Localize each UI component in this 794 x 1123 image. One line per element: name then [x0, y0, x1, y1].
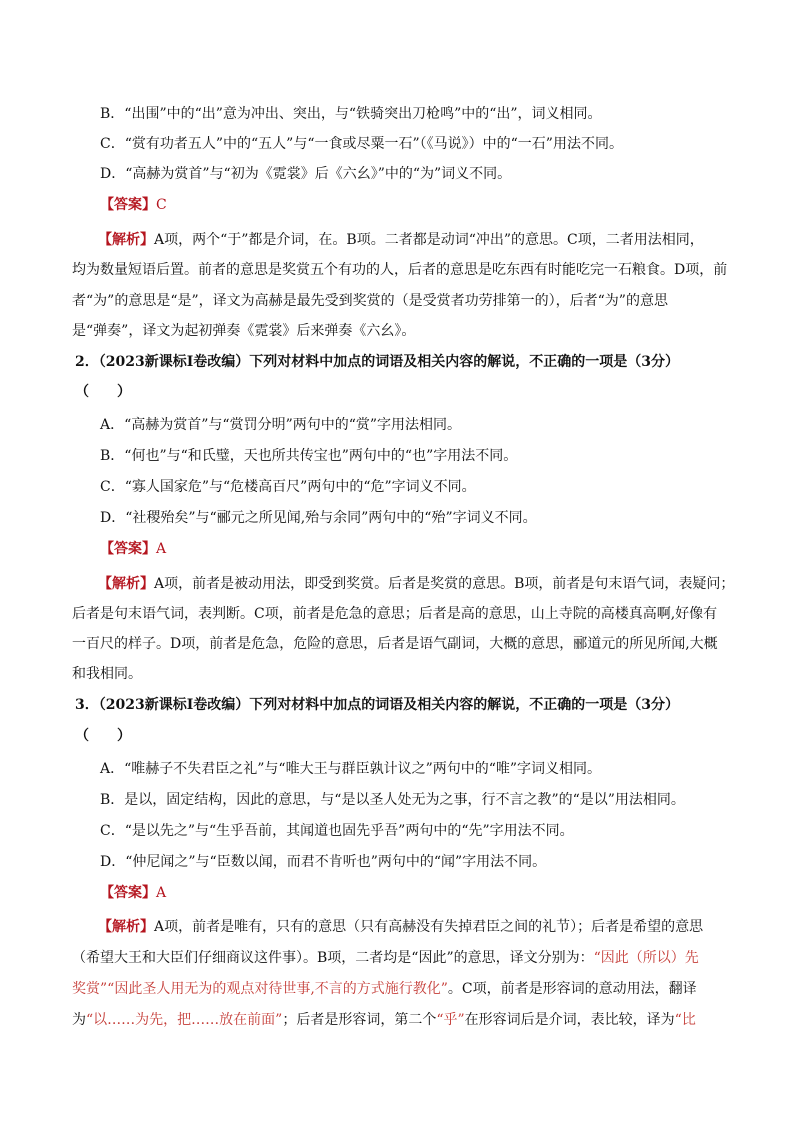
q3-stem: 3．（2023新课标Ⅰ卷改编）下列对材料中加点的词语及相关内容的解说，不正确的一项是（3分）: [75, 697, 679, 713]
q2-option-d: D．“社稷殆矣”与“郦元之所见闻,殆与余同”两句中的“殆”字词义不同。: [100, 510, 537, 526]
analysis-text: A项，前者是被动用法，即受到奖赏。后者是奖赏的意思。B项，前者是句末语气词，表疑问；: [154, 576, 735, 592]
translation-highlight: “比: [674, 1012, 696, 1028]
analysis-text: （希望大王和大臣们仔细商议这件事）。B项，二者均是“因此”的意思，译文分别为：: [72, 950, 594, 966]
q3-paren: （ ）: [75, 728, 131, 744]
translation-highlight: 奖赏”“因此圣人用无为的观点对待世事,不言的方式施行教化”: [72, 981, 448, 997]
analysis-label: 【解析】: [98, 232, 154, 248]
analysis-text: 为: [72, 1012, 86, 1028]
analysis-text: ；后者是形容词，第二个: [282, 1012, 437, 1028]
q3-analysis-line-2: [72, 948, 699, 968]
q3-option-d: D．“仲尼闻之”与“臣数以闻，而君不肯听也”两句中的“闻”字用法不同。: [100, 854, 547, 870]
q2-analysis-line-2: 后者是句末语气词，表判断。C项，前者是危急的意思；后者是高的意思，山上寺院的高楼真高啊,好像有: [72, 606, 718, 622]
q2-analysis-line-3: 一百尺的样子。D项，前者是危急，危险的意思，后者是语气副词，大概的意思，郦道元的所见所闻,大概: [72, 636, 718, 652]
q1-analysis-line-3: 者“为”的意思是“是”，译文为高赫是最先受到奖赏的（是受赏者功劳排第一的），后者“为”的意思: [72, 293, 668, 309]
q1-option-d: D．“高赫为赏首”与“初为《霓裳》后《六幺》”中的“为”词义不同。: [100, 166, 512, 182]
answer-label: 【答案】: [100, 541, 156, 557]
q3-analysis-line-4: [72, 1010, 696, 1030]
translation-highlight: “以……为先，把……放在前面”: [86, 1012, 283, 1028]
q2-answer: [100, 539, 166, 559]
translation-highlight: “乎”: [436, 1012, 465, 1028]
analysis-label: 【解析】: [98, 919, 154, 935]
analysis-text: 。C项，前者是形容词的意动用法，翻译: [447, 981, 697, 997]
analysis-text: 在形容词后是介词，表比较，译为: [464, 1012, 675, 1028]
q2-analysis-line-4: 和我相同。: [72, 666, 142, 682]
answer-value: C: [156, 197, 167, 213]
translation-highlight: “因此（所以）先: [593, 950, 699, 966]
answer-label: 【答案】: [100, 197, 156, 213]
q3-analysis-line-3: [72, 979, 697, 999]
q2-paren: （ ）: [75, 384, 131, 400]
q1-option-b: B．“出围”中的“出”意为冲出、突出，与“铁骑突出刀枪鸣”中的“出”，词义相同。: [100, 106, 602, 122]
q1-analysis-line-4: 是“弹奏”，译文为起初弹奏《霓裳》后来弹奏《六幺》。: [72, 323, 416, 339]
q1-analysis-line-2: 均为数量短语后置。前者的意思是奖赏五个有功的人，后者的意思是吃东西有时能吃完一石粮食。D项，前: [72, 262, 728, 278]
q1-option-c: C．“赏有功者五人”中的“五人”与“一食或尽粟一石”（《马说》）中的“一石”用法不同。: [100, 136, 623, 152]
q2-option-a: A．“高赫为赏首”与“赏罚分明”两句中的“赏”字用法相同。: [100, 417, 462, 433]
q1-answer: [100, 195, 167, 215]
answer-value: A: [156, 541, 167, 557]
analysis-text: A项，前者是唯有，只有的意思（只有高赫没有失掉君臣之间的礼节）；后者是希望的意思: [154, 919, 704, 935]
q2-option-b: B．“何也”与“和氏璧，天也所共传宝也”两句中的“也”字用法不同。: [100, 448, 518, 464]
answer-value: A: [156, 885, 167, 901]
q2-option-c: C．“寡人国家危”与“危楼高百尺”两句中的“危”字词义不同。: [100, 479, 476, 495]
q3-option-a: A．“唯赫子不失君臣之礼”与“唯大王与群臣孰计议之”两句中的“唯”字词义相同。: [100, 761, 602, 777]
analysis-text: A项，两个“于”都是介词，在。B项。二者都是动词“冲出”的意思。C项，二者用法相同，: [154, 232, 704, 248]
q3-option-b: B．是以，固定结构，因此的意思，与“是以圣人处无为之事，行不言之教”的“是以”用法相同。: [100, 792, 685, 808]
q1-analysis-line-1: [98, 230, 704, 250]
q3-answer: [100, 883, 166, 903]
q3-analysis-line-1: [98, 917, 703, 937]
q2-stem: 2．（2023新课标Ⅰ卷改编）下列对材料中加点的词语及相关内容的解说，不正确的一项是（3分）: [75, 354, 679, 370]
q2-analysis-line-1: [98, 574, 734, 594]
analysis-label: 【解析】: [98, 576, 154, 592]
answer-label: 【答案】: [100, 885, 156, 901]
q3-option-c: C．“是以先之”与“生乎吾前，其闻道也固先乎吾”两句中的“先”字用法不同。: [100, 823, 574, 839]
